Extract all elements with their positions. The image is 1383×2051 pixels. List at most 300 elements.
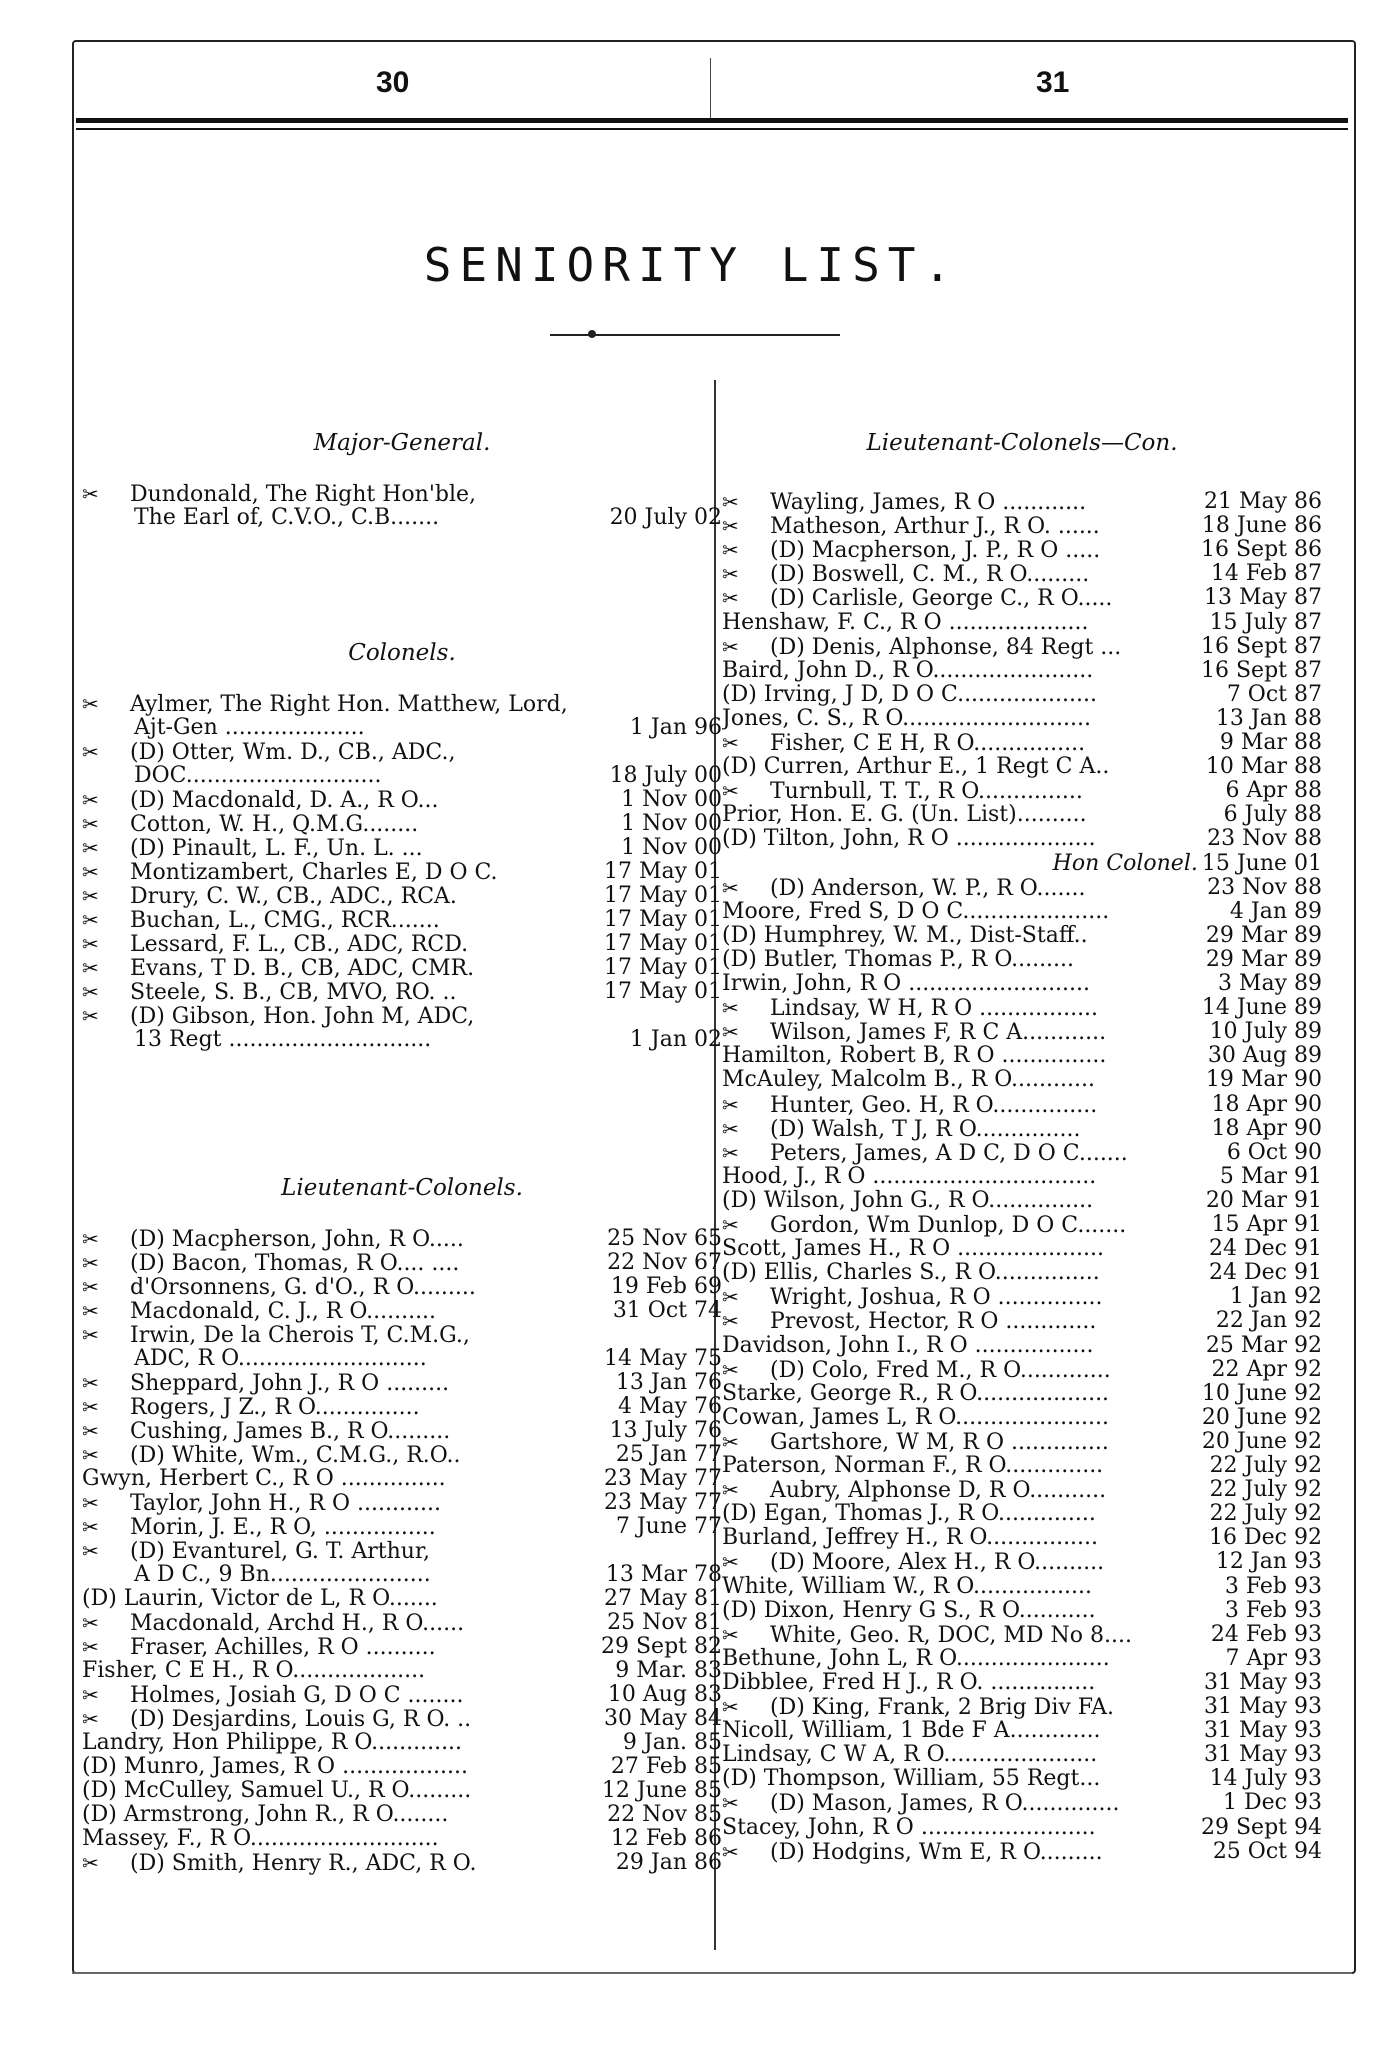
scissors-icon: ✂ bbox=[82, 1443, 99, 1467]
entry-name: Landry, Hon Philippe, R O............. bbox=[82, 1731, 463, 1755]
right-page-number: 31 bbox=[1036, 66, 1070, 99]
scissors-icon: ✂ bbox=[722, 1791, 739, 1816]
entry-name: (D) Humphrey, W. M., Dist-Staff.. bbox=[722, 923, 1088, 948]
list-item bbox=[82, 1611, 722, 1636]
list-item bbox=[722, 1285, 1322, 1310]
scissors-icon: ✂ bbox=[722, 1695, 739, 1719]
list-item bbox=[722, 876, 1322, 901]
entry-name: Rogers, J Z., R O............... bbox=[130, 1395, 420, 1420]
entry-name: (D) Anderson, W. P., R O....... bbox=[770, 875, 1086, 901]
list-item bbox=[82, 1491, 722, 1516]
entry-name: (D) Bacon, Thomas, R O.... .... bbox=[130, 1251, 460, 1276]
list-item bbox=[722, 803, 1322, 827]
entry-name: (D) Otter, Wm. D., CB., ADC., bbox=[130, 740, 456, 765]
entry-date: 1 Nov 00 bbox=[621, 788, 722, 812]
scissors-icon: ✂ bbox=[82, 1251, 99, 1275]
entry-name: Prevost, Hector, R O ............. bbox=[770, 1309, 1097, 1335]
entry-name: Buchan, L., CMG., RCR....... bbox=[130, 908, 440, 933]
entry-date: 4 Jan 89 bbox=[1229, 899, 1322, 924]
list-item bbox=[722, 1406, 1322, 1430]
entry-date: 25 Jan 77 bbox=[615, 1443, 722, 1467]
entry-date: 1 Jan 02 bbox=[629, 1028, 722, 1052]
scissors-icon: ✂ bbox=[722, 1140, 739, 1165]
list-item bbox=[722, 1020, 1322, 1045]
list-item bbox=[82, 1539, 722, 1564]
list-item bbox=[82, 980, 722, 1005]
list-item bbox=[722, 1623, 1322, 1648]
entry-date: 31 May 93 bbox=[1203, 1670, 1322, 1695]
entry-name: Baird, John D., R O....................... bbox=[722, 658, 1094, 683]
scissors-icon: ✂ bbox=[722, 1116, 739, 1141]
entry-name: (D) Laurin, Victor de L, R O....... bbox=[82, 1587, 438, 1611]
entry-name: Dibblee, Fred H J., R O. ............... bbox=[722, 1670, 1096, 1695]
entry-name: (D) Colo, Fred M., R O............. bbox=[770, 1357, 1111, 1383]
scissors-icon: ✂ bbox=[82, 1683, 99, 1707]
entry-name: Gwyn, Herbert C., R O ............... bbox=[82, 1467, 446, 1491]
list-item bbox=[82, 1563, 722, 1587]
entry-date: 30 May 84 bbox=[603, 1707, 722, 1731]
scissors-icon: ✂ bbox=[722, 1622, 739, 1647]
list-item bbox=[722, 924, 1322, 948]
entry-name: Nicoll, William, 1 Bde F A............. bbox=[722, 1719, 1101, 1744]
entry-date: 15 July 87 bbox=[1209, 610, 1322, 635]
left-page-number: 30 bbox=[376, 66, 410, 99]
entry-date: 17 May 01 bbox=[603, 980, 722, 1004]
list-item bbox=[722, 852, 1322, 876]
scissors-icon: ✂ bbox=[722, 1839, 739, 1864]
entry-name: Drury, C. W., CB., ADC., RCA. bbox=[130, 884, 457, 909]
entry-date: 13 Jan 76 bbox=[615, 1371, 722, 1395]
entry-name: Paterson, Norman F., R O.............. bbox=[722, 1454, 1104, 1478]
list-item bbox=[722, 1791, 1322, 1816]
entry-date: 22 Nov 67 bbox=[607, 1251, 722, 1275]
entry-date: 31 May 93 bbox=[1203, 1743, 1322, 1768]
scissors-icon: ✂ bbox=[722, 586, 739, 611]
scissors-icon: ✂ bbox=[82, 1635, 99, 1659]
entry-name: (D) Armstrong, John R., R O........ bbox=[82, 1803, 449, 1827]
section-heading: Major-General. bbox=[313, 430, 491, 456]
list-item bbox=[722, 1117, 1322, 1142]
section-heading: Colonels. bbox=[348, 640, 456, 666]
entry-date: 20 Mar 91 bbox=[1205, 1188, 1322, 1213]
entry-date: 18 Apr 90 bbox=[1211, 1092, 1322, 1117]
scissors-icon: ✂ bbox=[82, 1004, 99, 1028]
header-separator bbox=[710, 58, 711, 118]
list-item bbox=[82, 482, 722, 507]
entry-name: (D) Curren, Arthur E., 1 Regt C A.. bbox=[722, 755, 1110, 780]
entry-name: ADC, R O........................... bbox=[134, 1347, 427, 1371]
entry-name: Dundonald, The Right Hon'ble, bbox=[130, 482, 477, 507]
scissors-icon: ✂ bbox=[82, 1851, 99, 1875]
list-item bbox=[722, 635, 1322, 660]
list-item bbox=[82, 1707, 722, 1732]
scissors-icon: ✂ bbox=[722, 875, 739, 900]
list-item bbox=[82, 1851, 722, 1876]
scissors-icon: ✂ bbox=[82, 482, 99, 506]
entry-name: (D) Macpherson, John, R O..... bbox=[130, 1227, 464, 1252]
list-item bbox=[722, 1743, 1322, 1767]
list-item bbox=[82, 1755, 722, 1779]
entry-name: (D) Mason, James, R O.............. bbox=[770, 1791, 1120, 1817]
list-item bbox=[722, 1599, 1322, 1623]
list-item bbox=[82, 1635, 722, 1660]
entry-date: 18 July 00 bbox=[609, 764, 722, 788]
entry-name: (D) Wilson, John G., R O............... bbox=[722, 1188, 1094, 1213]
scissors-icon: ✂ bbox=[82, 908, 99, 932]
list-item bbox=[82, 716, 722, 740]
entry-date: 9 Mar 88 bbox=[1219, 731, 1322, 755]
entry-date: 1 Jan 92 bbox=[1229, 1285, 1322, 1310]
header-rule-thick bbox=[76, 118, 1348, 123]
entry-name: Burland, Jeffrey H., R O................ bbox=[722, 1526, 1099, 1551]
scissors-icon: ✂ bbox=[82, 980, 99, 1004]
scissors-icon: ✂ bbox=[722, 1213, 739, 1237]
list-item bbox=[82, 740, 722, 765]
entry-name: Starke, George R., R O................... bbox=[722, 1381, 1110, 1406]
list-item bbox=[82, 1251, 722, 1276]
list-item bbox=[82, 932, 722, 957]
scissors-icon: ✂ bbox=[722, 538, 739, 563]
entry-name: Lessard, F. L., CB., ADC, RCD. bbox=[130, 932, 469, 957]
entry-name: Holmes, Josiah G, D O C ........ bbox=[130, 1683, 464, 1708]
entry-date: 16 Sept 87 bbox=[1201, 634, 1322, 659]
entry-date: 22 July 92 bbox=[1209, 1454, 1322, 1478]
entry-name: Wilson, James F, R C A............ bbox=[770, 1020, 1107, 1046]
entry-date: 20 July 02 bbox=[609, 506, 722, 530]
entry-name: Massey, F., R O........................... bbox=[82, 1827, 439, 1851]
entry-date: 23 May 77 bbox=[603, 1491, 722, 1515]
list-item bbox=[722, 1261, 1322, 1285]
list-item bbox=[82, 1323, 722, 1348]
list-item bbox=[82, 1443, 722, 1468]
list-item bbox=[82, 1827, 722, 1851]
entry-date: 13 July 76 bbox=[609, 1419, 722, 1443]
scissors-icon: ✂ bbox=[82, 740, 99, 764]
entry-name: (D) Ellis, Charles S., R O............... bbox=[722, 1261, 1100, 1286]
scissors-icon: ✂ bbox=[722, 779, 739, 804]
list-item bbox=[722, 1165, 1322, 1189]
entry-name: (D) Tilton, John, R O .................... bbox=[722, 827, 1096, 852]
entry-name: Hamilton, Robert B, R O ............... bbox=[722, 1044, 1107, 1069]
entry-name: (D) Moore, Alex H., R O.......... bbox=[770, 1550, 1105, 1576]
scissors-icon: ✂ bbox=[722, 514, 739, 539]
list-item bbox=[82, 1659, 722, 1683]
entry-name: (D) McCulley, Samuel U., R O......... bbox=[82, 1779, 472, 1803]
list-item bbox=[82, 1028, 722, 1052]
entry-name: d'Orsonnens, G. d'O., R O......... bbox=[130, 1275, 476, 1300]
list-item bbox=[722, 490, 1322, 515]
scissors-icon: ✂ bbox=[722, 562, 739, 587]
entry-date: 3 Feb 93 bbox=[1224, 1574, 1322, 1599]
entry-date: 24 Dec 91 bbox=[1209, 1237, 1322, 1262]
list-item bbox=[722, 1044, 1322, 1068]
entry-name: Fisher, C E H., R O................... bbox=[82, 1659, 426, 1683]
entry-name: Cushing, James B., R O......... bbox=[130, 1419, 451, 1444]
scissors-icon: ✂ bbox=[82, 788, 99, 812]
entry-name: Macdonald, Archd H., R O...... bbox=[130, 1611, 465, 1636]
list-item bbox=[82, 956, 722, 981]
entry-date: 25 Nov 81 bbox=[607, 1611, 722, 1635]
entry-date: 31 May 93 bbox=[1203, 1695, 1322, 1719]
list-item bbox=[722, 562, 1322, 587]
entry-name: (D) Carlisle, George C., R O..... bbox=[770, 586, 1113, 612]
list-item bbox=[82, 506, 722, 530]
entry-name: Moore, Fred S, D O C..................... bbox=[722, 899, 1110, 924]
list-item bbox=[722, 755, 1322, 779]
scissors-icon: ✂ bbox=[722, 1550, 739, 1575]
list-item bbox=[722, 1430, 1322, 1455]
scissors-icon: ✂ bbox=[82, 836, 99, 860]
entry-name: (D) Dixon, Henry G S., R O........... bbox=[722, 1598, 1096, 1623]
entry-name: Wayling, James, R O ............ bbox=[770, 490, 1087, 515]
list-item bbox=[82, 836, 722, 861]
entry-name: Wright, Joshua, R O ............... bbox=[770, 1285, 1103, 1311]
scissors-icon: ✂ bbox=[82, 1371, 99, 1395]
entry-date: 23 Nov 88 bbox=[1207, 827, 1322, 852]
entry-date: 20 June 92 bbox=[1201, 1429, 1322, 1454]
list-item bbox=[722, 1526, 1322, 1550]
section-heading: Lieutenant-Colonels. bbox=[281, 1175, 523, 1201]
scissors-icon: ✂ bbox=[82, 1515, 99, 1539]
scissors-icon: ✂ bbox=[82, 1611, 99, 1635]
entry-date: 25 Oct 94 bbox=[1212, 1839, 1322, 1864]
entry-name: DOC............................ bbox=[134, 764, 382, 788]
entry-name: Montizambert, Charles E, D O C. bbox=[130, 860, 498, 885]
list-item bbox=[82, 1395, 722, 1420]
entry-name: (D) Irving, J D, D O C.................... bbox=[722, 682, 1097, 707]
list-item bbox=[722, 707, 1322, 731]
entry-name: (D) Macpherson, J. P., R O ..... bbox=[770, 538, 1101, 564]
list-item bbox=[82, 1299, 722, 1324]
scissors-icon: ✂ bbox=[82, 1539, 99, 1563]
list-item bbox=[722, 1575, 1322, 1599]
entry-date: 15 June 01 bbox=[1201, 851, 1322, 876]
entry-name: Lindsay, C W A, R O...................... bbox=[722, 1743, 1098, 1768]
section-heading: Lieutenant-Colonels—Con. bbox=[866, 430, 1178, 456]
scissors-icon: ✂ bbox=[82, 932, 99, 956]
scissors-icon: ✂ bbox=[82, 1395, 99, 1419]
list-item bbox=[722, 1647, 1322, 1671]
entry-date: 27 May 81 bbox=[603, 1587, 722, 1611]
entry-date: 29 Sept 94 bbox=[1201, 1815, 1322, 1840]
scissors-icon: ✂ bbox=[722, 1309, 739, 1334]
page-header bbox=[76, 50, 1348, 118]
entry-date: 24 Feb 93 bbox=[1210, 1622, 1322, 1647]
list-item bbox=[82, 1803, 722, 1827]
scissors-icon: ✂ bbox=[82, 1491, 99, 1515]
list-item bbox=[722, 900, 1322, 924]
entry-date: 1 Dec 93 bbox=[1223, 1791, 1322, 1816]
list-item bbox=[82, 1731, 722, 1755]
entry-name: Hon Colonel. bbox=[1052, 851, 1198, 876]
entry-date: 14 Feb 87 bbox=[1210, 562, 1322, 587]
scissors-icon: ✂ bbox=[82, 1419, 99, 1443]
list-item bbox=[722, 948, 1322, 972]
list-item bbox=[82, 1683, 722, 1708]
list-item bbox=[722, 1382, 1322, 1406]
list-item bbox=[722, 611, 1322, 635]
entry-date: 29 Mar 89 bbox=[1205, 947, 1322, 972]
entry-date: 29 Mar 89 bbox=[1205, 923, 1322, 948]
scissors-icon: ✂ bbox=[722, 731, 739, 755]
list-item bbox=[82, 1275, 722, 1300]
entry-name: (D) Thompson, William, 55 Regt... bbox=[722, 1767, 1101, 1792]
entry-name: Prior, Hon. E. G. (Un. List).......... bbox=[722, 803, 1087, 828]
scissors-icon: ✂ bbox=[722, 1478, 739, 1503]
entry-date: 16 Sept 87 bbox=[1201, 658, 1322, 683]
entry-name: Henshaw, F. C., R O .................... bbox=[722, 610, 1089, 635]
scissors-icon: ✂ bbox=[82, 956, 99, 980]
list-item bbox=[82, 1587, 722, 1611]
list-item bbox=[722, 1358, 1322, 1383]
entry-date: 16 Sept 86 bbox=[1201, 538, 1322, 563]
entry-date: 23 Nov 88 bbox=[1207, 875, 1322, 900]
entry-name: Bethune, John L, R O...................... bbox=[722, 1646, 1110, 1671]
scissors-icon: ✂ bbox=[722, 1285, 739, 1310]
entry-date: 10 Aug 83 bbox=[607, 1683, 722, 1707]
scissors-icon: ✂ bbox=[82, 860, 99, 884]
entry-name: Evans, T D. B., CB, ADC, CMR. bbox=[130, 956, 475, 981]
entry-name: Hood, J., R O ................................ bbox=[722, 1164, 1097, 1189]
list-item bbox=[82, 1779, 722, 1803]
entry-name: Steele, S. B., CB, MVO, RO. .. bbox=[130, 980, 457, 1005]
entry-name: Turnbull, T. T., R O............... bbox=[770, 779, 1083, 805]
bottom-rule bbox=[72, 1972, 1352, 1974]
list-item bbox=[722, 1767, 1322, 1791]
entry-name: Cowan, James L, R O...................... bbox=[722, 1405, 1110, 1430]
list-item bbox=[722, 1237, 1322, 1261]
entry-name: (D) Hodgins, Wm E, R O......... bbox=[770, 1839, 1103, 1865]
entry-date: 22 Nov 85 bbox=[607, 1803, 722, 1827]
entry-date: 30 Aug 89 bbox=[1207, 1044, 1322, 1069]
header-rule-thin bbox=[76, 128, 1348, 130]
page-title: SENIORITY LIST. bbox=[423, 238, 960, 292]
entry-name: McAuley, Malcolm B., R O............ bbox=[722, 1068, 1095, 1093]
entry-name: Aylmer, The Right Hon. Matthew, Lord, bbox=[130, 692, 568, 717]
list-item bbox=[722, 827, 1322, 851]
scissors-icon: ✂ bbox=[722, 490, 739, 514]
entry-name: Taylor, John H., R O ............ bbox=[130, 1491, 441, 1516]
entry-date: 22 Apr 92 bbox=[1211, 1357, 1322, 1382]
entry-date: 6 Oct 90 bbox=[1226, 1140, 1322, 1165]
entry-date: 19 Feb 69 bbox=[610, 1275, 722, 1299]
entry-name: (D) King, Frank, 2 Brig Div FA. bbox=[770, 1695, 1115, 1720]
entry-date: 12 June 85 bbox=[601, 1779, 722, 1803]
list-item bbox=[82, 788, 722, 813]
entry-date: 17 May 01 bbox=[603, 956, 722, 980]
entry-name: (D) Munro, James, R O .................. bbox=[82, 1755, 468, 1779]
entry-name: Davidson, John I., R O ................. bbox=[722, 1333, 1094, 1358]
entry-date: 23 May 77 bbox=[603, 1467, 722, 1491]
entry-date: 10 June 92 bbox=[1201, 1381, 1322, 1406]
entry-date: 14 July 93 bbox=[1209, 1767, 1322, 1792]
entry-date: 12 Jan 93 bbox=[1215, 1550, 1322, 1575]
list-item bbox=[722, 1550, 1322, 1575]
scissors-icon: ✂ bbox=[722, 996, 739, 1021]
entry-date: 13 May 87 bbox=[1203, 586, 1322, 611]
entry-name: A D C., 9 Bn....................... bbox=[134, 1563, 431, 1587]
list-item bbox=[82, 860, 722, 885]
entry-date: 1 Nov 00 bbox=[621, 812, 722, 836]
entry-date: 17 May 01 bbox=[603, 884, 722, 908]
entry-name: White, Geo. R, DOC, MD No 8.... bbox=[770, 1622, 1132, 1648]
scissors-icon: ✂ bbox=[82, 1227, 99, 1251]
entry-date: 31 May 93 bbox=[1203, 1719, 1322, 1744]
entry-date: 4 May 76 bbox=[617, 1395, 722, 1419]
entry-name: Stacey, John, R O ......................... bbox=[722, 1815, 1096, 1840]
list-item bbox=[722, 1189, 1322, 1213]
list-item bbox=[82, 812, 722, 837]
list-item bbox=[722, 1816, 1322, 1840]
scissors-icon: ✂ bbox=[82, 1299, 99, 1323]
entry-name: (D) Gibson, Hon. John M, ADC, bbox=[130, 1004, 475, 1029]
entry-name: Irwin, De la Cherois T, C.M.G., bbox=[130, 1323, 470, 1348]
entry-name: Aubry, Alphonse D, R O........... bbox=[770, 1478, 1107, 1504]
list-item bbox=[722, 1068, 1322, 1092]
list-item bbox=[722, 1334, 1322, 1358]
entry-date: 9 Mar. 83 bbox=[615, 1659, 722, 1683]
entry-date: 25 Mar 92 bbox=[1205, 1333, 1322, 1358]
list-item bbox=[82, 1467, 722, 1491]
list-item bbox=[722, 731, 1322, 756]
entry-date: 13 Jan 88 bbox=[1215, 706, 1322, 731]
entry-name: (D) White, Wm., C.M.G., R.O.. bbox=[130, 1443, 461, 1468]
list-item bbox=[82, 1347, 722, 1371]
scissors-icon: ✂ bbox=[722, 1429, 739, 1454]
entry-name: Ajt-Gen .................... bbox=[134, 716, 365, 740]
entry-date: 18 Apr 90 bbox=[1211, 1116, 1322, 1141]
entry-name: Fisher, C E H, R O................ bbox=[770, 731, 1086, 756]
list-item bbox=[82, 1515, 722, 1540]
entry-name: Fraser, Achilles, R O .......... bbox=[130, 1635, 436, 1660]
list-item bbox=[722, 1454, 1322, 1478]
entry-date: 14 June 89 bbox=[1201, 996, 1322, 1021]
list-item bbox=[722, 659, 1322, 683]
entry-name: White, William W., R O................. bbox=[722, 1574, 1092, 1599]
list-item bbox=[722, 1213, 1322, 1238]
entry-date: 21 May 86 bbox=[1203, 490, 1322, 514]
list-item bbox=[722, 996, 1322, 1021]
entry-date: 1 Nov 00 bbox=[621, 836, 722, 860]
list-item bbox=[82, 1227, 722, 1252]
entry-date: 17 May 01 bbox=[603, 908, 722, 932]
entry-name: Macdonald, C. J., R O.......... bbox=[130, 1299, 437, 1324]
list-item bbox=[722, 1093, 1322, 1118]
entry-date: 6 Apr 88 bbox=[1225, 779, 1322, 804]
list-item bbox=[722, 514, 1322, 539]
list-item bbox=[722, 1671, 1322, 1695]
entry-name: (D) Desjardins, Louis G, R O. .. bbox=[130, 1707, 472, 1732]
entry-date: 16 Dec 92 bbox=[1209, 1526, 1322, 1551]
entry-name: Lindsay, W H, R O ................. bbox=[770, 996, 1099, 1022]
entry-date: 25 Nov 65 bbox=[607, 1227, 722, 1251]
list-item bbox=[722, 1502, 1322, 1526]
entry-name: Hunter, Geo. H, R O............... bbox=[770, 1092, 1098, 1118]
list-item bbox=[82, 764, 722, 788]
entry-name: Gartshore, W M, R O .............. bbox=[770, 1429, 1109, 1455]
entry-date: 13 Mar 78 bbox=[605, 1563, 722, 1587]
list-item bbox=[722, 972, 1322, 996]
scissors-icon: ✂ bbox=[82, 1275, 99, 1299]
entry-date: 9 Jan. 85 bbox=[622, 1731, 722, 1755]
entry-name: The Earl of, C.V.O., C.B....... bbox=[134, 506, 440, 530]
scissors-icon: ✂ bbox=[82, 692, 99, 716]
scissors-icon: ✂ bbox=[722, 1357, 739, 1382]
entry-date: 17 May 01 bbox=[603, 860, 722, 884]
entry-date: 5 Mar 91 bbox=[1219, 1164, 1322, 1189]
entry-name: Scott, James H., R O ..................... bbox=[722, 1237, 1105, 1262]
entry-name: Peters, James, A D C, D O C....... bbox=[770, 1140, 1128, 1166]
